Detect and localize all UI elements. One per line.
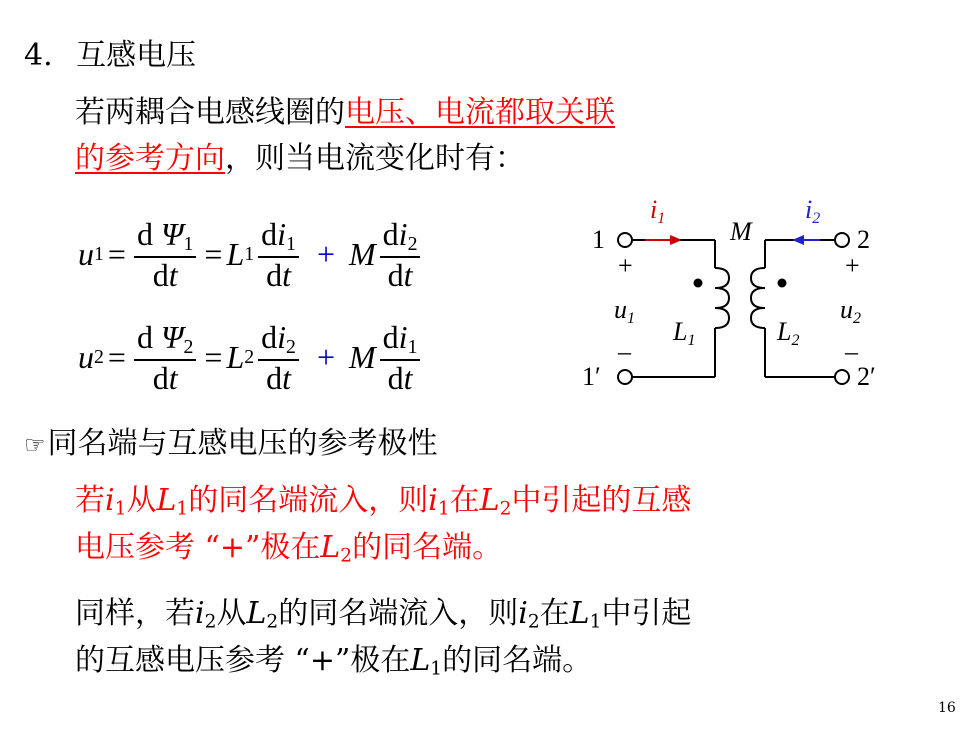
intro-line-1 [75, 87, 615, 131]
terminal-2-label: 2 [857, 225, 870, 254]
eq2-mutual-derivative: $\frac{di_1}{dt}$ [380, 320, 421, 396]
terminal-1p-label: 1′ [582, 362, 601, 391]
eq1-M: M [349, 236, 376, 273]
black-rule-line-2: 的互感电压参考 “+”极在$L_1$的同名端。 [75, 643, 593, 680]
plus-left: + [618, 251, 633, 280]
eq1-plus: + [316, 236, 336, 273]
eq1-equals-2: = [204, 236, 223, 273]
minus-right: – [845, 337, 858, 366]
equation-1: u 1 = $\frac{d \Psi_1}{dt}$ = L 1 $\frac{di_1}{dt}$ + M $\frac{di_2}{dt}$ [78, 217, 424, 293]
section-heading [24, 30, 196, 74]
terminal-2 [835, 233, 849, 247]
eq1-L: L [226, 236, 245, 273]
coupled-inductor-circuit [570, 190, 910, 410]
eq1-u: u [78, 236, 94, 273]
i1-label: i1 [650, 195, 666, 227]
eq1-mutual-derivative: $\frac{di_2}{dt}$ [380, 217, 421, 293]
minus-left: – [618, 337, 631, 366]
inductor-L1-coil [715, 268, 729, 328]
u1-label: u1 [614, 295, 635, 327]
eq2-self-derivative: $\frac{di_2}{dt}$ [258, 320, 299, 396]
eq2-equals: = [107, 339, 126, 376]
eq2-M: M [349, 339, 376, 376]
intro-text-2: ，则当电流变化时有： [225, 141, 525, 176]
section-title: 互感电压 [76, 38, 197, 73]
intro-text: 若两耦合电感线圈的 [75, 95, 345, 130]
i2-label: i2 [805, 195, 821, 227]
inductor-L2-coil [751, 268, 765, 328]
bullet-heading [24, 418, 438, 462]
eq2-u: u [78, 339, 94, 376]
eq1-equals: = [107, 236, 126, 273]
equation-2: u 2 = $\frac{d \Psi_2}{dt}$ = L 2 $\frac{di_2}{dt}$ + M $\frac{di_1}{dt}$ [78, 320, 424, 396]
plus-right: + [845, 251, 860, 280]
eq1-flux-derivative: $\frac{d \Psi_1}{dt}$ [134, 217, 196, 293]
red-rule-line-1: 若$i_1$从$L_1$的同名端流入，则$i_1$在$L_2$中引起的互感 [75, 483, 692, 520]
intro-highlight-2: 的参考方向 [75, 141, 225, 176]
u2-label: u2 [840, 295, 861, 327]
i1-arrow-head [670, 235, 682, 245]
eq2-plus: + [316, 339, 336, 376]
eq2-flux-derivative: $\frac{d \Psi_2}{dt}$ [134, 320, 196, 396]
L2-label: L2 [777, 317, 800, 349]
eq2-u-sub: 2 [94, 346, 104, 369]
terminal-1-label: 1 [592, 225, 605, 254]
eq2-L: L [226, 339, 245, 376]
dot-L2 [778, 279, 787, 288]
bullet-text: 同名端与互感电压的参考极性 [47, 426, 438, 461]
black-rule-line-1: 同样，若$i_2$从$L_2$的同名端流入，则$i_2$在$L_1$中引起 [75, 596, 692, 633]
L1-label: L1 [673, 317, 696, 349]
page-number: 16 [938, 700, 956, 716]
eq1-self-derivative: $\frac{di_1}{dt}$ [258, 217, 299, 293]
intro-line-2 [75, 133, 525, 177]
red-rule-line-2: 电压参考 “+”极在$L_2$的同名端。 [75, 530, 503, 567]
pointing-hand-icon: ☞ [24, 431, 46, 459]
eq1-u-sub: 1 [94, 243, 104, 266]
terminal-1 [618, 233, 632, 247]
dot-L1 [694, 279, 703, 288]
section-number: 4. [24, 38, 53, 73]
eq2-equals-2: = [204, 339, 223, 376]
terminal-1-prime [618, 370, 632, 384]
mutual-M-label: M [730, 217, 752, 246]
intro-highlight-1: 电压、电流都取关联 [345, 95, 615, 130]
i2-arrow-head [792, 235, 804, 245]
terminal-2-prime [835, 370, 849, 384]
terminal-2p-label: 2′ [857, 362, 876, 391]
